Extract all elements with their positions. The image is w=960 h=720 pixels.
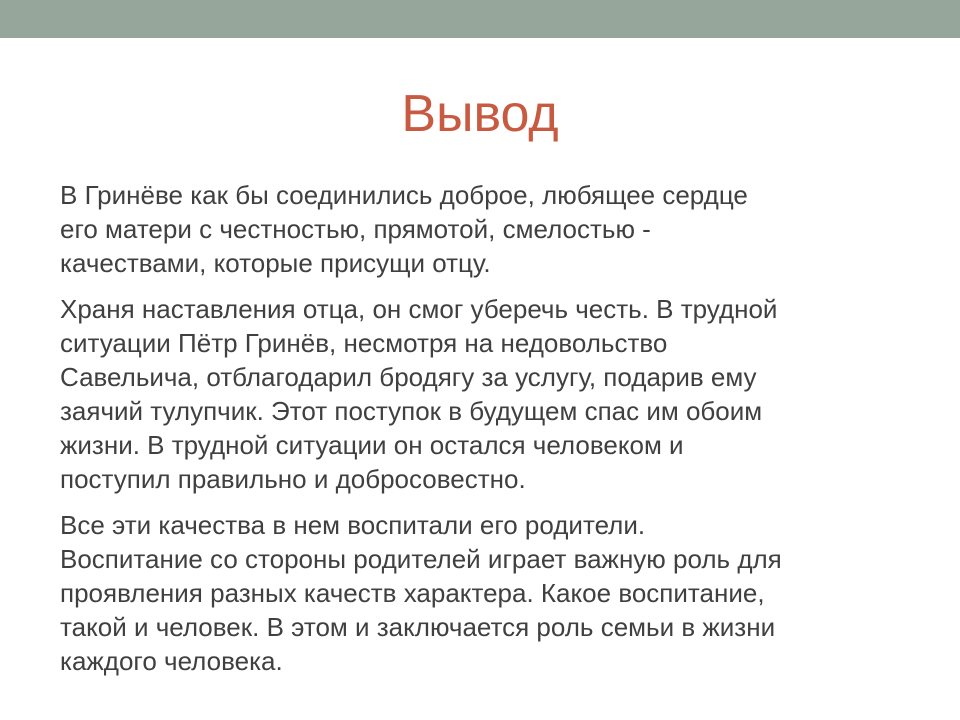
paragraph-line: поступил правильно и добросовестно. <box>60 464 526 494</box>
paragraph-line: его матери с честностью, прямотой, смелостью - <box>60 214 651 244</box>
paragraph-line: качествами, которые присущи отцу. <box>60 248 491 278</box>
paragraph-line: В Гринёве как бы соединились доброе, любящее сердце <box>60 180 748 210</box>
paragraph-line: Савельича, отблагодарил бродягу за услугу, подарив ему <box>60 362 757 392</box>
slide-body <box>60 178 920 690</box>
paragraph-line: заячий тулупчик. Этот поступок в будущем спас им обоим <box>60 396 763 426</box>
paragraph-line: Все эти качества в нем воспитали его родители. <box>60 510 646 540</box>
top-accent-bar <box>0 0 960 38</box>
paragraph-line: проявления разных качеств характера. Какое воспитание, <box>60 578 765 608</box>
paragraph-line: такой и человек. В этом и заключается роль семьи в жизни <box>60 612 776 642</box>
paragraph-line: жизни. В трудной ситуации он остался человеком и <box>60 430 684 460</box>
slide-title: Вывод <box>401 85 559 143</box>
paragraph-line: каждого человека. <box>60 646 283 676</box>
paragraph-2 <box>60 292 920 496</box>
paragraph-line: Храня наставления отца, он смог уберечь честь. В трудной <box>60 294 778 324</box>
paragraph-1 <box>60 178 920 280</box>
paragraph-line: ситуации Пётр Гринёв, несмотря на недовольство <box>60 328 668 358</box>
paragraph-3 <box>60 508 920 678</box>
paragraph-line: Воспитание со стороны родителей играет важную роль для <box>60 544 782 574</box>
